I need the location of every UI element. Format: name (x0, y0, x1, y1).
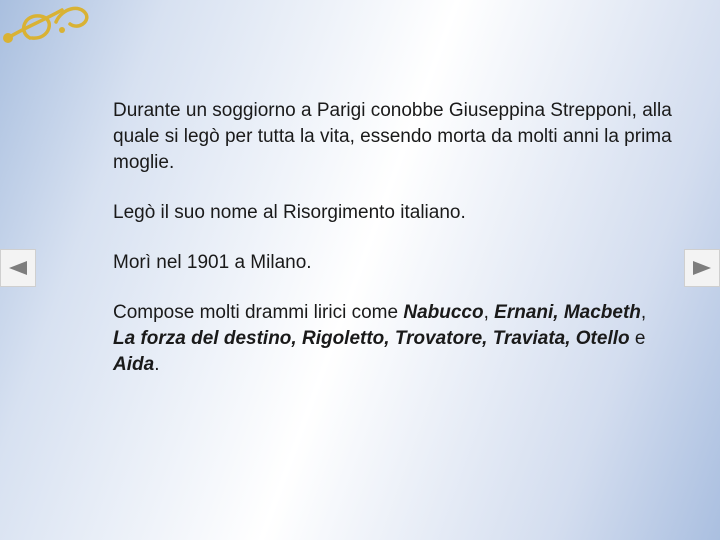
separator: e (629, 328, 646, 349)
paragraph-risorgimento: Legò il suo nome al Risorgimento italiano. (113, 202, 466, 223)
previous-slide-button[interactable] (0, 249, 36, 287)
paragraph-death: Morì nel 1901 a Milano. (113, 252, 312, 273)
opera-titles: La forza del destino, Rigoletto, Trovatore, Traviata, Otello (113, 328, 630, 349)
operas-intro: Compose molti drammi lirici come (113, 302, 404, 323)
slide-text (113, 98, 673, 402)
triangle-left-icon (7, 260, 29, 276)
paragraph-strepponi: Durante un soggiorno a Parigi conobbe Giuseppina Strepponi, alla quale si legò per tutta la vita, essendo morta da molti anni la prima moglie. (113, 100, 672, 173)
opera-title: Nabucco (403, 302, 484, 323)
triangle-right-icon (691, 260, 713, 276)
opera-title: Macbeth (563, 302, 641, 323)
next-slide-button[interactable] (684, 249, 720, 287)
opera-title: Aida (113, 354, 155, 375)
opera-title: Ernani, (494, 302, 559, 323)
paragraph-operas (113, 300, 673, 378)
treble-clef-icon (0, 0, 100, 60)
period: . (154, 354, 160, 375)
separator: , (640, 302, 647, 323)
separator: , (483, 302, 495, 323)
